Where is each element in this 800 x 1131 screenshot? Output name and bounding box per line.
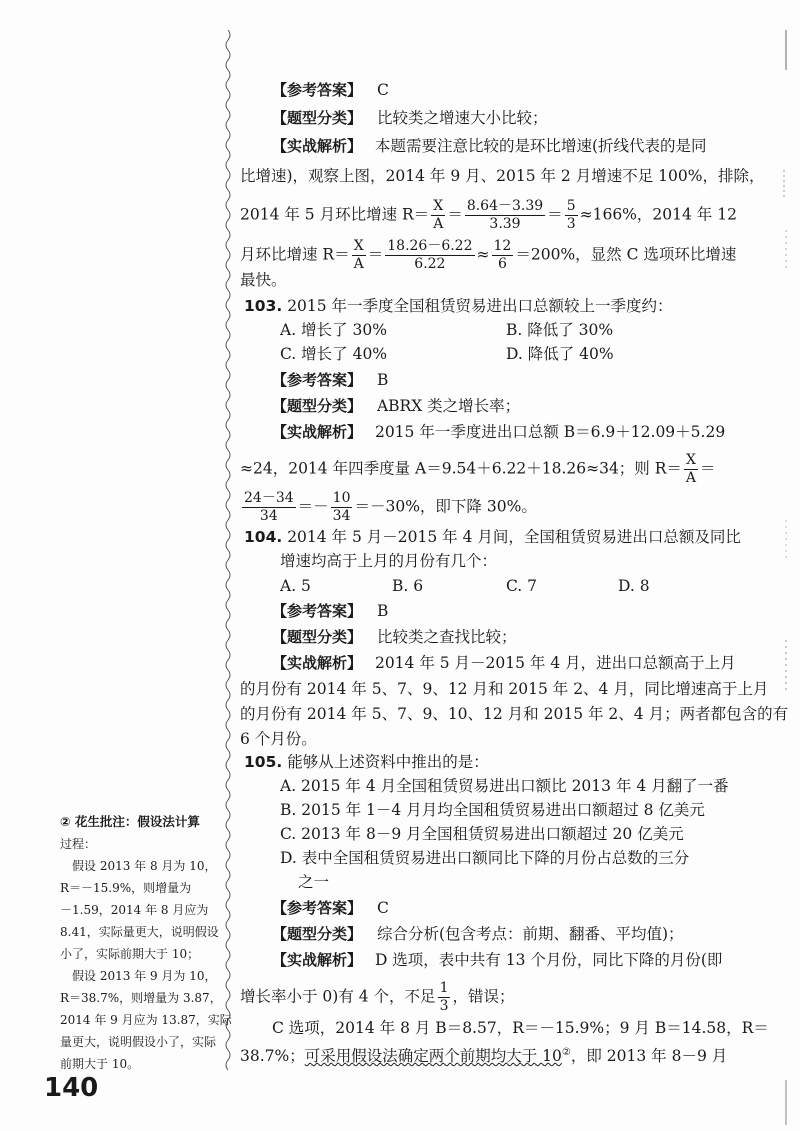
q105-option-d-cont: 之一: [298, 873, 330, 891]
prev-answer-line: [272, 80, 389, 100]
side-note-line: 2014 年 9 月应为 13.87，实际: [60, 1013, 232, 1027]
answer-value: B: [376, 602, 389, 620]
q105-analysis-l2: [240, 980, 515, 1015]
edge-marks: [774, 0, 794, 1131]
fraction-denominator: 34: [332, 508, 351, 524]
type-tag: 【题型分类】: [272, 925, 363, 943]
q104-option-d: D. 8: [618, 577, 650, 595]
type-value: 综合分析(包含考点：前期、翻番、平均值)；: [376, 925, 684, 943]
q103-answer-line: [272, 370, 388, 390]
analysis-tag: 【实战解析】: [272, 951, 363, 969]
side-note-line: 8.41，实际量更大，说明假设: [60, 925, 219, 939]
side-note-line: 过程：: [60, 837, 97, 851]
q105-option-a: A. 2015 年 4 月全国租赁贸易进出口额比 2013 年 4 月翻了一番: [280, 777, 729, 795]
analysis-tag: 【实战解析】: [272, 654, 363, 672]
q104-analysis-l2: 的月份有 2014 年 5、7、9、12 月和 2015 年 2、4 月，同比增速高于上月: [240, 680, 769, 698]
type-tag: 【题型分类】: [272, 109, 363, 127]
answer-value: C: [376, 81, 389, 99]
equals-sign: ＝: [447, 205, 463, 224]
q104-analysis-l1: [272, 653, 736, 673]
side-note-line: 前期大于 10。: [60, 1057, 140, 1071]
fraction-numerator: X: [431, 198, 445, 216]
fraction-numerator: X: [352, 238, 366, 256]
answer-tag: 【参考答案】: [272, 371, 363, 389]
q103-option-a: A. 增长了 30%: [280, 321, 387, 339]
formula-text: 增长率小于 0)有 4 个，不足: [240, 987, 436, 1006]
footnote-marker: ②: [561, 1047, 571, 1058]
side-note-line: R＝－15.9%，则增量为: [60, 881, 192, 895]
question-number: 103.: [244, 297, 283, 315]
equals-sign: ＝－: [297, 497, 329, 516]
q105-stem: [244, 752, 489, 772]
q103-stem: [244, 296, 673, 316]
fraction-numerator: 8.64－3.39: [466, 198, 544, 214]
fraction-numerator: 12: [493, 238, 512, 254]
formula-text: ≈166%，2014 年 12: [579, 205, 737, 224]
prev-analysis-l5: 最快。: [240, 271, 287, 289]
q105-answer-line: [272, 898, 389, 918]
q103-option-d: D. 降低了 40%: [506, 345, 614, 363]
fraction-numerator: 1: [439, 980, 449, 996]
q105-option-b: B. 2015 年 1－4 月月均全国租赁贸易进出口额超过 8 亿美元: [280, 801, 705, 819]
fraction: [438, 980, 451, 1015]
prev-analysis-l4: [240, 238, 736, 273]
q105-option-d: D. 表中全国租赁贸易进出口额同比下降的月份占总数的三分: [280, 849, 690, 867]
q103-analysis-l2: [240, 452, 716, 487]
formula-text: 2014 年 5 月环比增速 R＝: [240, 205, 430, 224]
analysis-text: 2014 年 5 月－2015 年 4 月，进出口总额高于上月: [374, 654, 736, 672]
side-note-line: －1.59，2014 年 8 月应为: [60, 903, 209, 917]
fraction-numerator: 5: [566, 198, 576, 214]
answer-value: C: [376, 899, 389, 917]
side-note: [60, 811, 232, 1075]
q104-analysis-l4: 6 个月份。: [240, 730, 317, 748]
fraction: [352, 238, 366, 273]
analysis-tag: 【实战解析】: [272, 423, 363, 441]
side-note-line: 假设 2013 年 9 月为 10，: [60, 969, 217, 983]
q105-option-c: C. 2013 年 8－9 月全国租赁贸易进出口额超过 20 亿美元: [280, 825, 684, 843]
q103-type-line: [272, 396, 520, 416]
question-number: 104.: [244, 528, 283, 546]
fraction-numerator: 24－34: [244, 490, 294, 506]
fraction: [465, 198, 545, 233]
equals-sign: ＝: [367, 245, 384, 264]
formula-text: ，即 2013 年 8－9 月: [570, 1047, 728, 1066]
type-value: 比较类之增速大小比较；: [376, 109, 548, 127]
question-stem: 2015 年一季度全国租赁贸易进出口总额较上一季度约：: [287, 297, 673, 315]
fraction-numerator: 10: [332, 490, 351, 506]
analysis-tag: 【实战解析】: [272, 137, 363, 155]
q103-analysis-l1: [272, 422, 725, 442]
answer-tag: 【参考答案】: [272, 602, 363, 620]
type-tag: 【题型分类】: [272, 397, 363, 415]
q105-analysis-l4: [240, 1043, 727, 1066]
type-value: ABRX 类之增长率；: [376, 397, 521, 415]
fraction-denominator: 3: [439, 998, 449, 1014]
side-note-line: R＝38.7%，则增量为 3.87，: [60, 991, 222, 1005]
side-note-line: 量更大，说明假设小了，实际: [60, 1035, 217, 1049]
analysis-text: 本题需要注意比较的是环比增速(折线代表的是同: [374, 137, 707, 155]
fraction: [431, 198, 445, 233]
question-number: 105.: [244, 753, 283, 771]
formula-text: ＝200%，显然 C 选项环比增速: [515, 245, 737, 264]
q105-analysis-l3: C 选项，2014 年 8 月 B＝8.57，R＝－15.9%；9 月 B＝14.58，R＝: [272, 1019, 769, 1037]
q104-analysis-l3: 的月份有 2014 年 5、7、9、10、12 月和 2015 年 2、4 月；两者都包含的有: [240, 705, 789, 723]
side-note-line: 小了，实际前期大于 10；: [60, 947, 200, 961]
q103-analysis-l3: [240, 490, 537, 525]
answer-tag: 【参考答案】: [272, 899, 363, 917]
formula-text: 38.7%；: [240, 1047, 305, 1066]
prev-type-line: [272, 108, 547, 128]
equals-sign: ＝: [547, 205, 563, 224]
side-note-line: 假设 2013 年 8 月为 10，: [60, 859, 217, 873]
answer-value: B: [376, 371, 389, 389]
fraction-denominator: 6: [497, 256, 507, 272]
fraction-denominator: A: [433, 216, 444, 232]
q103-option-b: B. 降低了 30%: [506, 321, 614, 339]
side-note-title: ② 花生批注：假设法计算: [60, 814, 200, 829]
fraction-numerator: 18.26－6.22: [387, 238, 473, 254]
question-stem: 2014 年 5 月－2015 年 4 月间，全国租赁贸易进出口总额及同比: [287, 528, 741, 546]
type-value: 比较类之查找比较；: [376, 628, 517, 646]
fraction: [684, 452, 698, 487]
q103-option-c: C. 增长了 40%: [280, 345, 388, 363]
fraction-denominator: 6.22: [414, 256, 446, 272]
q104-option-a: A. 5: [280, 577, 311, 595]
q104-option-b: B. 6: [392, 577, 424, 595]
fraction-denominator: 3: [566, 216, 576, 232]
underlined-text: 可采用假设法确定两个前期均大于 10: [304, 1047, 562, 1066]
fraction: [492, 238, 514, 273]
page-number: 140: [44, 1073, 99, 1103]
q104-stem-l2: 增速均高于上月的月份有几个：: [280, 552, 498, 570]
fraction-denominator: 34: [259, 508, 278, 524]
prev-analysis-l1: [272, 136, 707, 156]
q104-type-line: [272, 627, 516, 647]
equals-sign: ＝: [700, 459, 716, 478]
q105-analysis-l1: [272, 950, 722, 970]
q104-answer-line: [272, 601, 388, 621]
fraction: [565, 198, 578, 233]
formula-text: ，错误；: [452, 987, 515, 1006]
fraction: [331, 490, 353, 525]
answer-tag: 【参考答案】: [272, 81, 363, 99]
fraction: [242, 490, 296, 525]
prev-analysis-l2: 比增速)，观察上图，2014 年 9 月、2015 年 2 月增速不足 100%，排除，: [240, 167, 765, 185]
analysis-text: D 选项，表中共有 13 个月份，同比下降的月份(即: [374, 951, 723, 969]
fraction-denominator: 3.39: [489, 216, 521, 232]
prev-analysis-l3: [240, 198, 737, 233]
formula-text: 月环比增速 R＝: [240, 245, 350, 264]
fraction-denominator: A: [685, 470, 697, 486]
q104-stem-l1: [244, 527, 741, 547]
fraction-denominator: A: [353, 256, 364, 272]
formula-text: ＝－30%，即下降 30%。: [354, 497, 537, 516]
type-tag: 【题型分类】: [272, 628, 363, 646]
q104-option-c: C. 7: [506, 577, 538, 595]
analysis-text: 2015 年一季度进出口总额 B＝6.9＋12.09＋5.29: [374, 423, 726, 441]
fraction-numerator: X: [684, 452, 698, 470]
fraction: [385, 238, 474, 273]
formula-text: ≈24，2014 年四季度量 A＝9.54＋6.22＋18.26≈34；则 R＝: [240, 459, 682, 478]
question-stem: 能够从上述资料中推出的是：: [287, 753, 489, 771]
q105-type-line: [272, 924, 684, 944]
approx-sign: ≈: [476, 245, 490, 264]
